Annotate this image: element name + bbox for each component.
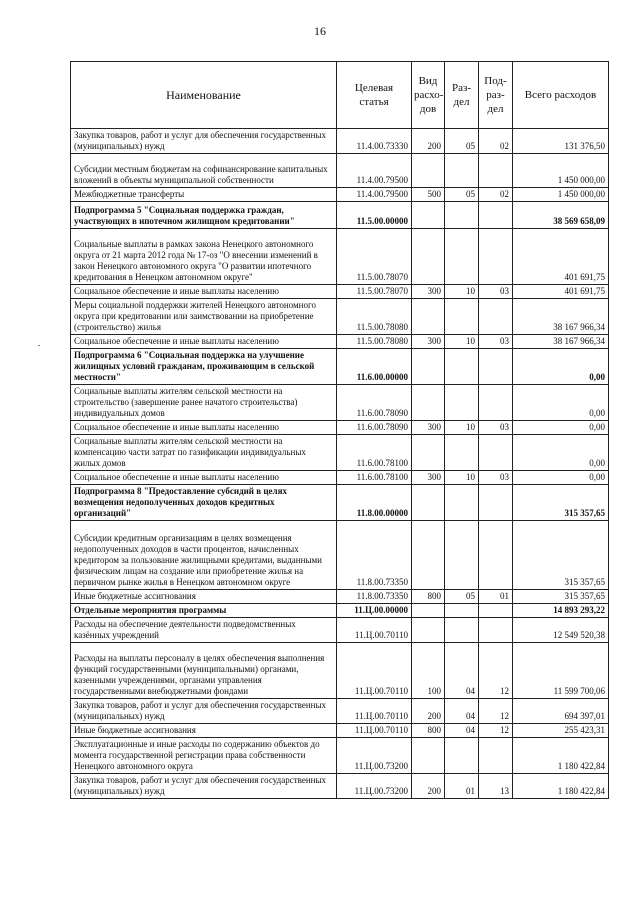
cell-kind: 300 [412,285,445,299]
header-kind: Вид расхо- дов [412,62,445,129]
cell-kind [412,299,445,335]
table-row [71,435,609,471]
header-code: Целевая статья [337,62,412,129]
cell-subsection: 02 [479,129,513,154]
cell-kind [412,154,445,188]
cell-section [445,521,479,590]
cell-kind [412,349,445,385]
cell-subsection: 03 [479,471,513,485]
scan-speck [38,345,40,346]
cell-total: 38 167 966,34 [513,335,609,349]
cell-section [445,202,479,229]
cell-kind [412,604,445,618]
cell-name: Социальные выплаты жителям сельской местности на строительство (завершение ранее начатого строительства) индивидуальных домов [71,385,337,421]
cell-total: 1 450 000,00 [513,188,609,202]
table-row [71,604,609,618]
cell-total: 315 357,65 [513,485,609,521]
cell-section: 04 [445,699,479,724]
cell-code: 11.8.00.00000 [337,485,412,521]
cell-subsection [479,521,513,590]
cell-section: 04 [445,643,479,699]
cell-section [445,618,479,643]
cell-kind: 800 [412,590,445,604]
cell-kind [412,385,445,421]
cell-section [445,604,479,618]
cell-total: 1 450 000,00 [513,154,609,188]
cell-subsection: 03 [479,335,513,349]
cell-code: 11.5.00.00000 [337,202,412,229]
cell-name: Субсидии местным бюджетам на софинансирование капитальных вложений в объекты муниципальной собственности [71,154,337,188]
cell-code: 11.6.00.78100 [337,435,412,471]
cell-kind: 200 [412,699,445,724]
cell-total: 38 167 966,34 [513,299,609,335]
cell-code: 11.6.00.00000 [337,349,412,385]
cell-name: Расходы на обеспечение деятельности подведомственных казённых учреждений [71,618,337,643]
table-row [71,724,609,738]
cell-kind: 500 [412,188,445,202]
cell-code: 11.5.00.78070 [337,285,412,299]
cell-section [445,435,479,471]
cell-total: 315 357,65 [513,590,609,604]
cell-code: 11.5.00.78080 [337,335,412,349]
table-row [71,485,609,521]
cell-subsection: 03 [479,421,513,435]
table-row [71,471,609,485]
cell-kind [412,618,445,643]
cell-kind [412,435,445,471]
cell-subsection [479,435,513,471]
cell-subsection [479,604,513,618]
cell-kind: 100 [412,643,445,699]
cell-name: Подпрограмма 8 "Предоставление субсидий в целях возмещения недополученных доходов кредитных организаций" [71,485,337,521]
header-name: Наименование [71,62,337,129]
cell-name: Отдельные мероприятия программы [71,604,337,618]
table-row [71,349,609,385]
cell-section: 10 [445,285,479,299]
cell-code: 11.Ц.00.73200 [337,738,412,774]
cell-section: 05 [445,129,479,154]
table-row [71,285,609,299]
cell-code: 11.5.00.78070 [337,229,412,285]
cell-total: 0,00 [513,349,609,385]
table-row [71,202,609,229]
cell-section: 10 [445,421,479,435]
cell-section: 10 [445,471,479,485]
cell-code: 11.6.00.78090 [337,421,412,435]
cell-subsection [479,229,513,285]
cell-total: 694 397,01 [513,699,609,724]
cell-section [445,349,479,385]
cell-name: Меры социальной поддержки жителей Ненецкого автономного округа при кредитовании или заимствовании на приобретение (строительство) жилья [71,299,337,335]
cell-total: 1 180 422,84 [513,738,609,774]
table-row [71,129,609,154]
cell-total: 0,00 [513,435,609,471]
table-header-row [71,62,609,129]
cell-total: 12 549 520,38 [513,618,609,643]
cell-total: 315 357,65 [513,521,609,590]
cell-code: 11.4.00.79500 [337,188,412,202]
cell-total: 14 893 293,22 [513,604,609,618]
cell-kind [412,521,445,590]
cell-name: Закупка товаров, работ и услуг для обеспечения государственных (муниципальных) нужд [71,129,337,154]
cell-kind [412,738,445,774]
budget-table [70,61,609,799]
cell-name: Социальное обеспечение и иные выплаты населению [71,335,337,349]
cell-kind [412,202,445,229]
cell-kind [412,485,445,521]
table-row [71,154,609,188]
table-row [71,385,609,421]
cell-subsection: 12 [479,724,513,738]
cell-subsection: 13 [479,774,513,799]
cell-subsection: 12 [479,643,513,699]
cell-total: 401 691,75 [513,285,609,299]
table-row [71,618,609,643]
cell-name: Подпрограмма 5 "Социальная поддержка граждан, участвующих в ипотечном жилищном кредитовании" [71,202,337,229]
cell-code: 11.Ц.00.00000 [337,604,412,618]
cell-name: Социальное обеспечение и иные выплаты населению [71,285,337,299]
cell-total: 131 376,50 [513,129,609,154]
cell-code: 11.Ц.00.70110 [337,724,412,738]
cell-name: Иные бюджетные ассигнования [71,590,337,604]
cell-subsection: 12 [479,699,513,724]
cell-subsection [479,202,513,229]
cell-total: 0,00 [513,471,609,485]
cell-subsection: 03 [479,285,513,299]
cell-name: Социальное обеспечение и иные выплаты населению [71,421,337,435]
cell-name: Социальные выплаты в рамках закона Ненецкого автономного округа от 21 марта 2012 года № 17-оз "О внесении изменений в закон Ненецкого автономного округа "О развитии ипотечного кредитования в Ненецком автономном округе" [71,229,337,285]
cell-kind: 200 [412,129,445,154]
cell-subsection [479,738,513,774]
cell-code: 11.Ц.00.70110 [337,699,412,724]
table-row [71,335,609,349]
table-row [71,299,609,335]
cell-code: 11.6.00.78100 [337,471,412,485]
cell-section [445,229,479,285]
cell-section: 04 [445,724,479,738]
cell-total: 1 180 422,84 [513,774,609,799]
cell-name: Расходы на выплаты персоналу в целях обеспечения выполнения функций государственными (муниципальными) органами, казенными учреждениями, органами управления государственными внебюджетными фондами [71,643,337,699]
cell-total: 11 599 700,06 [513,643,609,699]
cell-kind: 200 [412,774,445,799]
table-body [71,129,609,799]
cell-subsection: 02 [479,188,513,202]
cell-code: 11.Ц.00.70110 [337,643,412,699]
cell-total: 38 569 658,09 [513,202,609,229]
cell-code: 11.6.00.78090 [337,385,412,421]
cell-kind: 300 [412,335,445,349]
cell-subsection [479,154,513,188]
cell-section [445,385,479,421]
cell-section: 01 [445,774,479,799]
cell-code: 11.5.00.78080 [337,299,412,335]
cell-name: Подпрограмма 6 "Социальная поддержка на улучшение жилищных условий гражданам, проживающим в сельской местности" [71,349,337,385]
cell-section: 05 [445,188,479,202]
page-number: 16 [314,24,326,38]
cell-section [445,738,479,774]
table-row [71,774,609,799]
table-row [71,421,609,435]
table-row [71,188,609,202]
cell-subsection [479,299,513,335]
cell-name: Субсидии кредитным организациям в целях возмещения недополученных доходов в части процентов, начисленных кредитором за пользование жилищными кредитами, выданными физическим лицам на создание или приобретение жилья на первичном рынке жилья в Ненецком автономном округе [71,521,337,590]
cell-subsection [479,485,513,521]
cell-kind: 300 [412,471,445,485]
cell-code: 11.4.00.79500 [337,154,412,188]
cell-code: 11.Ц.00.73200 [337,774,412,799]
cell-kind [412,229,445,285]
table-row [71,229,609,285]
cell-name: Социальные выплаты жителям сельской местности на компенсацию части затрат по газификации индивидуальных жилых домов [71,435,337,471]
header-section: Раз- дел [445,62,479,129]
header-subsection: Под- раз- дел [479,62,513,129]
cell-name: Межбюджетные трансферты [71,188,337,202]
cell-code: 11.4.00.73330 [337,129,412,154]
cell-code: 11.8.00.73350 [337,521,412,590]
cell-name: Закупка товаров, работ и услуг для обеспечения государственных (муниципальных) нужд [71,774,337,799]
table-row [71,521,609,590]
cell-name: Эксплуатационные и иные расходы по содержанию объектов до момента государственной регистрации права собственности Ненецкого автономного округа [71,738,337,774]
cell-code: 11.Ц.00.70110 [337,618,412,643]
cell-section: 05 [445,590,479,604]
cell-section [445,485,479,521]
cell-total: 255 423,31 [513,724,609,738]
table-row [71,590,609,604]
cell-total: 401 691,75 [513,229,609,285]
table-row [71,643,609,699]
cell-name: Иные бюджетные ассигнования [71,724,337,738]
table-row [71,699,609,724]
cell-kind: 300 [412,421,445,435]
cell-total: 0,00 [513,421,609,435]
cell-section [445,154,479,188]
cell-name: Социальное обеспечение и иные выплаты населению [71,471,337,485]
cell-subsection [479,385,513,421]
cell-name: Закупка товаров, работ и услуг для обеспечения государственных (муниципальных) нужд [71,699,337,724]
cell-total: 0,00 [513,385,609,421]
cell-code: 11.8.00.73350 [337,590,412,604]
cell-kind: 800 [412,724,445,738]
cell-section: 10 [445,335,479,349]
cell-subsection [479,349,513,385]
cell-subsection: 01 [479,590,513,604]
cell-section [445,299,479,335]
header-total: Всего расходов [513,62,609,129]
table-row [71,738,609,774]
cell-subsection [479,618,513,643]
